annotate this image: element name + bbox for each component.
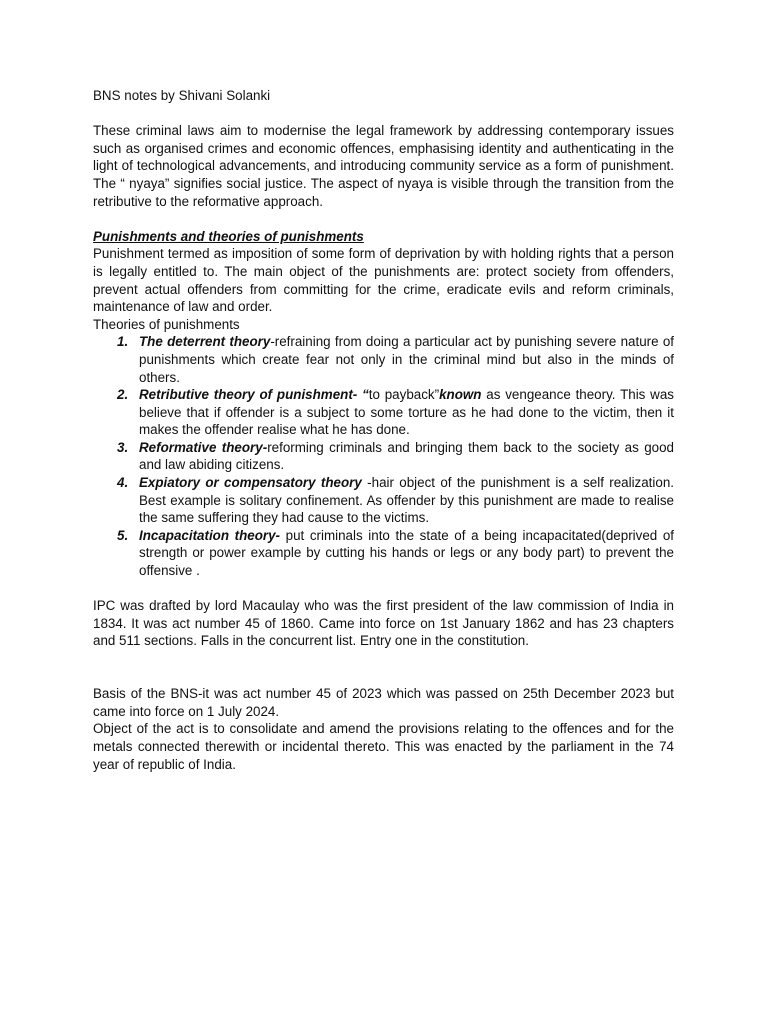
list-number: 5.: [117, 527, 129, 543]
theory-term: The deterrent theory: [139, 334, 271, 350]
list-item: [117, 474, 674, 527]
theories-label: Theories of punishments: [93, 316, 240, 332]
theory-term: Incapacitation theory-: [139, 527, 281, 543]
spacer: [93, 650, 674, 685]
intro-paragraph: These criminal laws aim to modernise the legal framework by addressing contemporary issues such as organised crimes and economic offences, emphasising identity and authenticating in the light of technological advancements, and introducing community service as a form of punishment. The “ nyaya” signifies social justice. The aspect of nyaya is visible through the transition from the retributive to the reformative approach.: [93, 123, 674, 209]
spacer: [93, 580, 674, 598]
ipc-paragraph: IPC was drafted by lord Macaulay who was the first president of the law commission of India in 1834. It was act number 45 of 1860. Came into force on 1st January 1862 and has 23 chapters and 511 sections. Falls in the concurrent list. Entry one in the constitution.: [93, 598, 674, 649]
theories-list: [93, 333, 674, 579]
list-item: [117, 386, 674, 439]
list-number: 3.: [117, 439, 129, 455]
document-page: [93, 87, 674, 773]
theory-term: Reformative theory-: [139, 439, 268, 455]
document-title: BNS notes by Shivani Solanki: [93, 88, 271, 103]
theory-text-continued: as vengeance theory. This was believe that if offender is a subject to some torture as he had done to the victim, then it makes the offender realise what he has done.: [139, 387, 674, 438]
theory-term: Expiatory or compensatory theory: [139, 475, 362, 491]
theory-text: put criminals into the state of a being incapacitated(deprived of strength or power example by cutting his hands or legs or any body part) to prevent the offensive .: [139, 527, 674, 579]
list-item: [117, 527, 674, 580]
theory-term-secondary: known: [439, 387, 482, 403]
theory-text: -hair object of the punishment is a self realization. Best example is solitary confinement. As offender by this punishment are made to realise the same suffering they had cause to the victims.: [139, 475, 674, 526]
section-heading: Punishments and theories of punishments: [93, 228, 364, 244]
punishment-definition: Punishment termed as imposition of some form of deprivation by with holding rights that a person is legally entitled to. The main object of the punishments are: protect society from offenders, prevent actual offenders from committing for the crime, eradicate evils and reform criminals, maintenance of law and order.: [93, 246, 674, 315]
theory-text: -refraining from doing a particular act by punishing severe nature of punishments which create fear not only in the criminal mind but also in the minds of others.: [139, 334, 674, 385]
list-item: [117, 439, 675, 474]
list-number: 2.: [117, 387, 129, 403]
list-number: 1.: [117, 334, 129, 350]
bns-basis-paragraph: Basis of the BNS-it was act number 45 of 2023 which was passed on 25th December 2023 but came into force on 1 July 2024.: [93, 686, 674, 719]
list-item: [117, 333, 674, 386]
spacer: [93, 105, 674, 123]
bns-object-paragraph: Object of the act is to consolidate and amend the provisions relating to the offences and for the metals connected therewith or incidental thereto. This was enacted by the parliament in the 74 year of republic of India.: [93, 721, 674, 772]
spacer: [93, 210, 674, 228]
list-number: 4.: [117, 475, 129, 491]
theory-term: Retributive theory of punishment- “: [139, 387, 369, 403]
theory-text: to payback”: [368, 387, 440, 403]
theory-text: reforming criminals and bringing them back to the society as good and law abiding citizens.: [139, 439, 675, 473]
